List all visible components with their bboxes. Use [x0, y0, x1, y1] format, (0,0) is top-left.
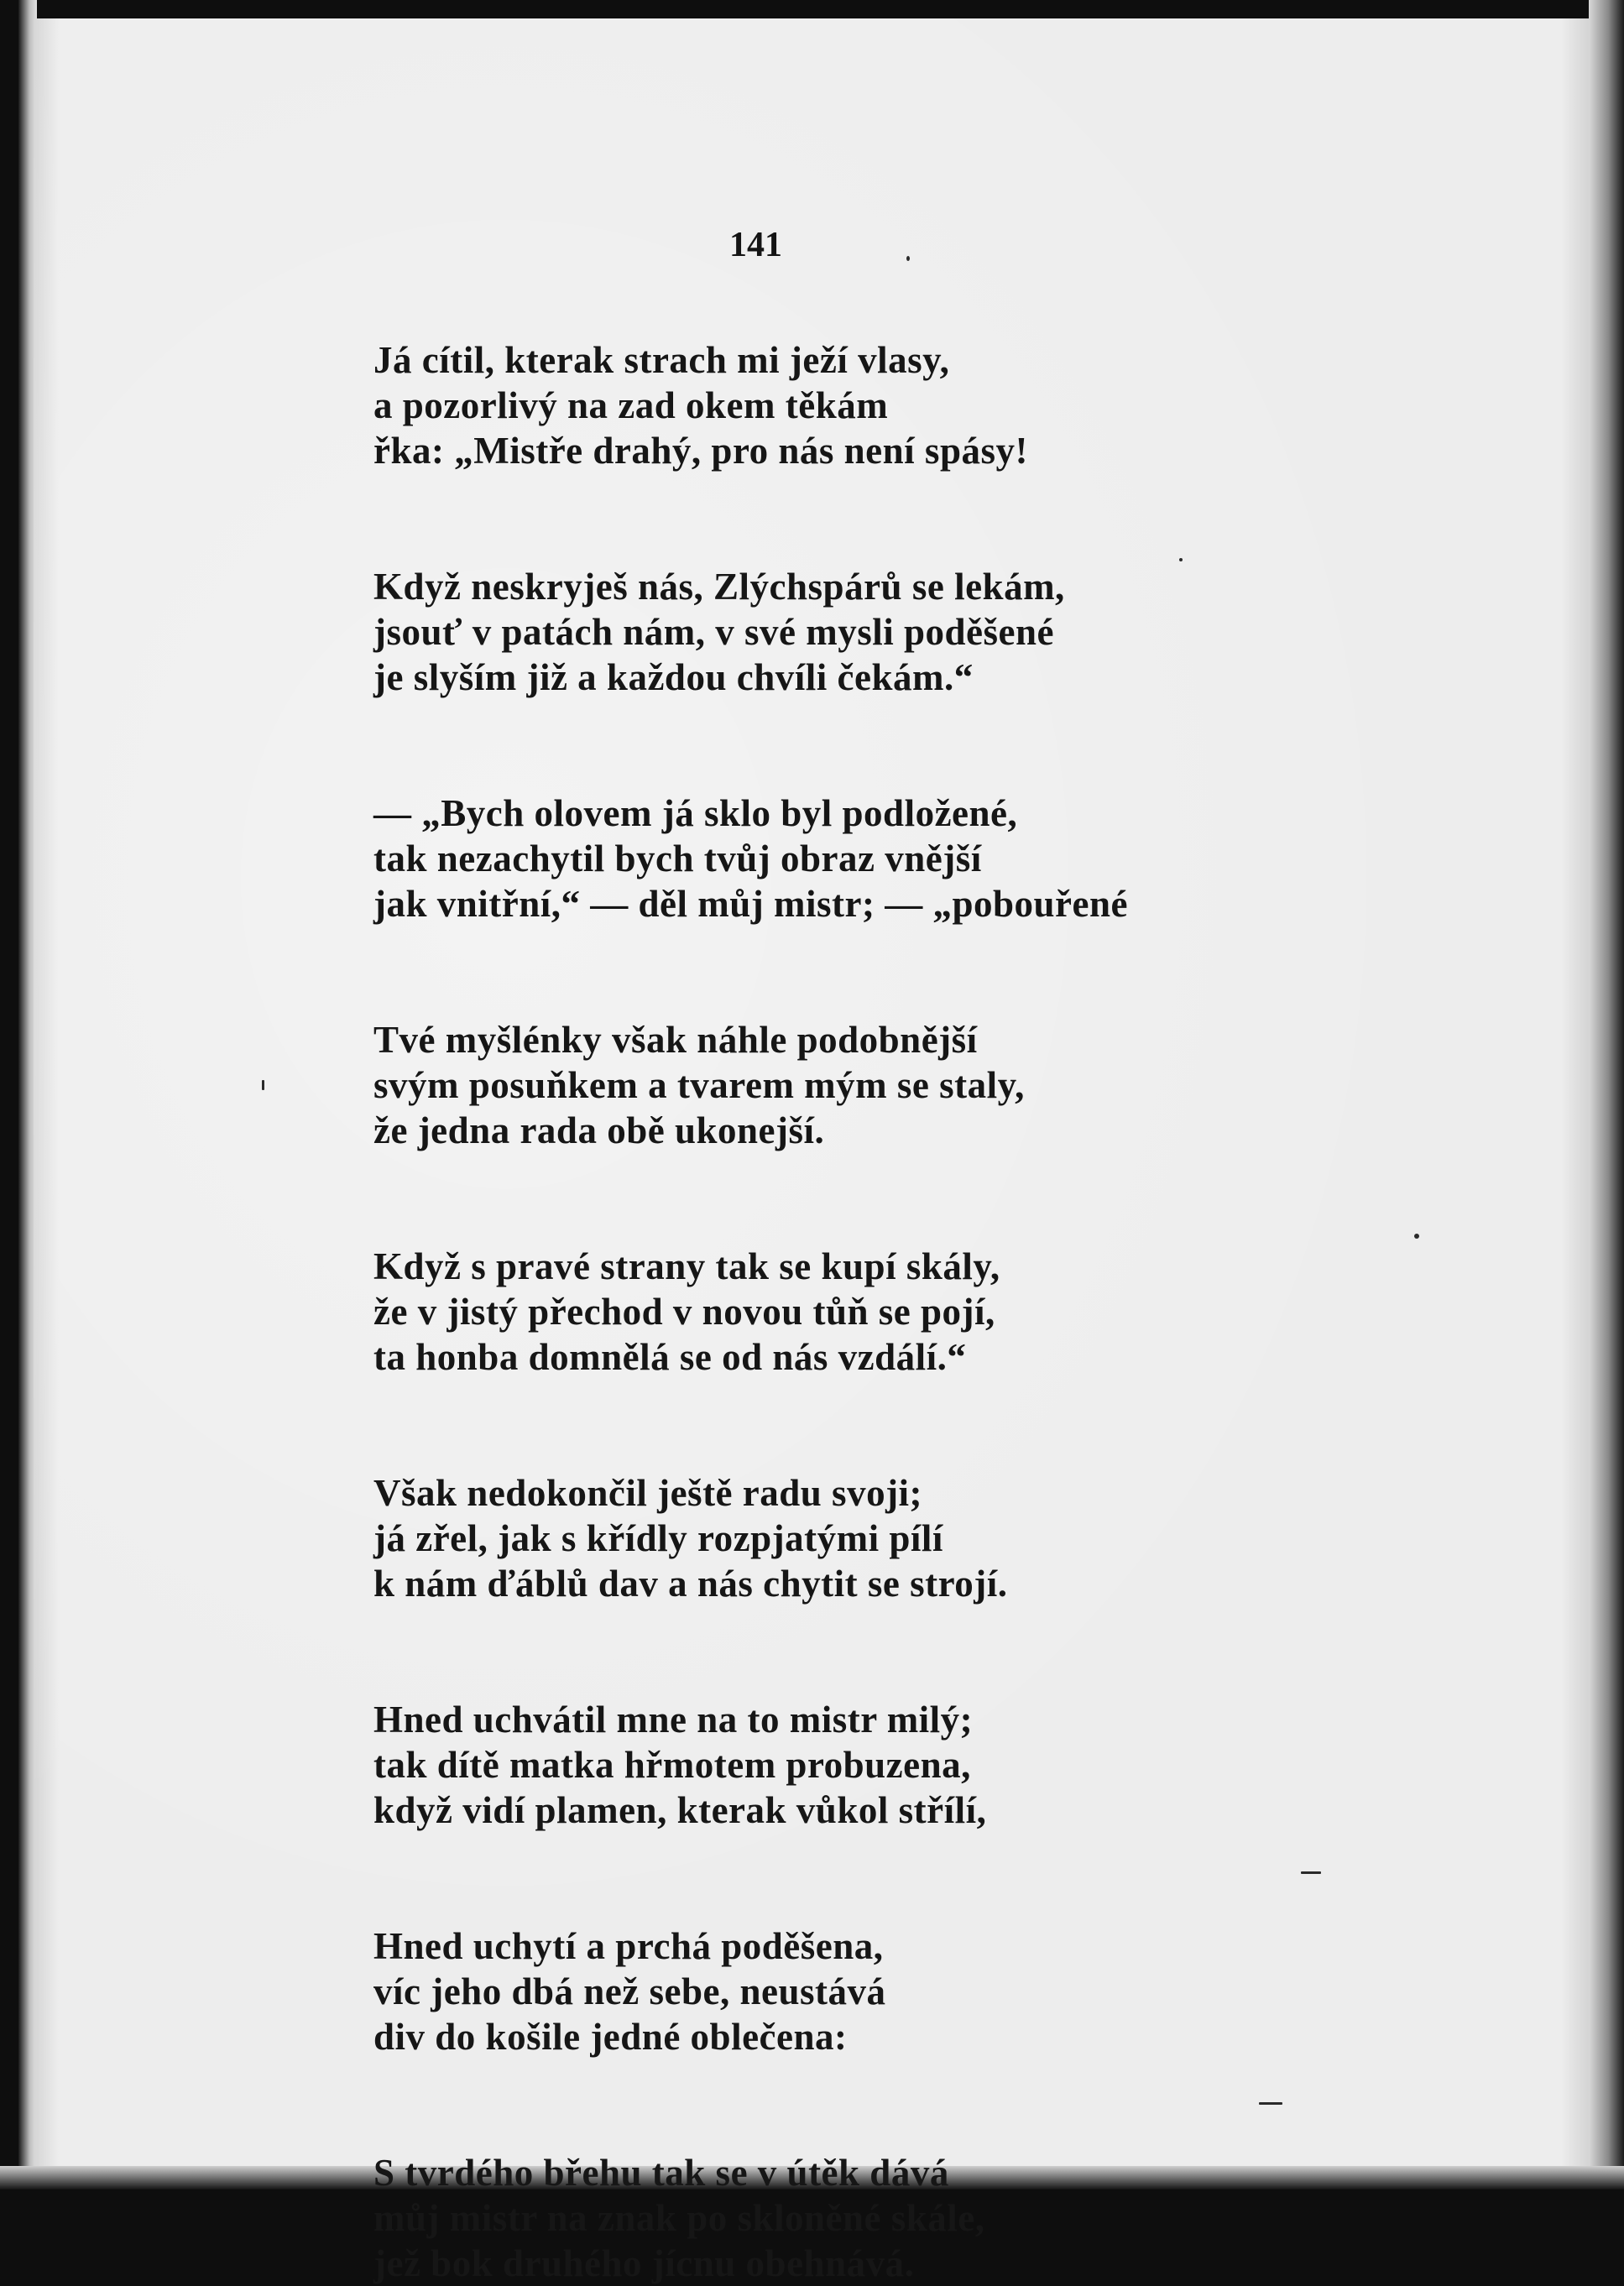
verse-line: já zřel, jak s křídly rozpjatými pílí [373, 1517, 943, 1559]
verse-line: Když neskryješ nás, Zlýchspárů se lekám, [373, 566, 1065, 608]
stanza [373, 2150, 1297, 2286]
verse-line: a pozorlivý na zad okem těkám [373, 384, 889, 426]
verse-line: že jedna rada obě ukonejší. [373, 1109, 825, 1151]
poem-text [373, 337, 1297, 2286]
verse-line: k nám ďáblů dav a nás chytit se strojí. [373, 1563, 1008, 1605]
verse-line: S tvrdého břehu tak se v útěk dává [373, 2152, 949, 2194]
verse-line: víc jeho dbá než sebe, neustává [373, 1970, 886, 2012]
verse-line: když vidí plamen, kterak vůkol střílí, [373, 1789, 987, 1831]
dust-speck [1301, 1871, 1321, 1874]
page-right-edge [1589, 0, 1624, 2189]
verse-line: tak nezachytil bych tvůj obraz vnější [373, 838, 982, 879]
verse-line: Hned uchytí a prchá poděšena, [373, 1925, 884, 1967]
stanza [373, 1697, 1297, 1833]
stanza [373, 1923, 1297, 2059]
verse-line: že v jistý přechod v novou tůň se pojí, [373, 1291, 995, 1333]
verse-line: Hned uchvátil mne na to mistr milý; [373, 1699, 974, 1741]
verse-line: jež bok druhého jícnu obehnává. [373, 2242, 915, 2284]
verse-line: řka: „Mistře drahý, pro nás není spásy! [373, 430, 1028, 472]
verse-line: Když s pravé strany tak se kupí skály, [373, 1245, 1000, 1287]
stanza [373, 337, 1297, 473]
verse-line: tak dítě matka hřmotem probuzena, [373, 1744, 971, 1786]
verse-line: Já cítil, kterak strach mi ježí vlasy, [373, 339, 950, 381]
stanza [373, 1017, 1297, 1153]
dust-speck [1414, 1234, 1419, 1239]
verse-line: ta honba domnělá se od nás vzdálí.“ [373, 1336, 967, 1378]
verse-line: jsouť v patách nám, v své mysli poděšené [373, 611, 1054, 653]
stanza [373, 1470, 1297, 1606]
verse-line: Tvé myšlénky však náhle podobnější [373, 1019, 978, 1061]
verse-line: div do košile jedné oblečena: [373, 2016, 848, 2058]
stanza [373, 791, 1297, 926]
dust-speck [262, 1080, 264, 1090]
dust-speck [906, 256, 910, 261]
stanza [373, 1244, 1297, 1380]
verse-line: svým posuňkem a tvarem mým se staly, [373, 1064, 1025, 1106]
verse-line: můj mistr na znak po skloněné skále, [373, 2197, 985, 2239]
verse-line: je slyším již a každou chvíli čekám.“ [373, 656, 974, 698]
stanza [373, 564, 1297, 700]
verse-line: Však nedokončil ještě radu svoji; [373, 1472, 923, 1514]
page-number: 141 [729, 226, 782, 264]
verse-line: — „Bych olovem já sklo byl podložené, [373, 792, 1018, 834]
verse-line: jak vnitřní,“ — děl můj mistr; — „pobouřené [373, 883, 1128, 925]
